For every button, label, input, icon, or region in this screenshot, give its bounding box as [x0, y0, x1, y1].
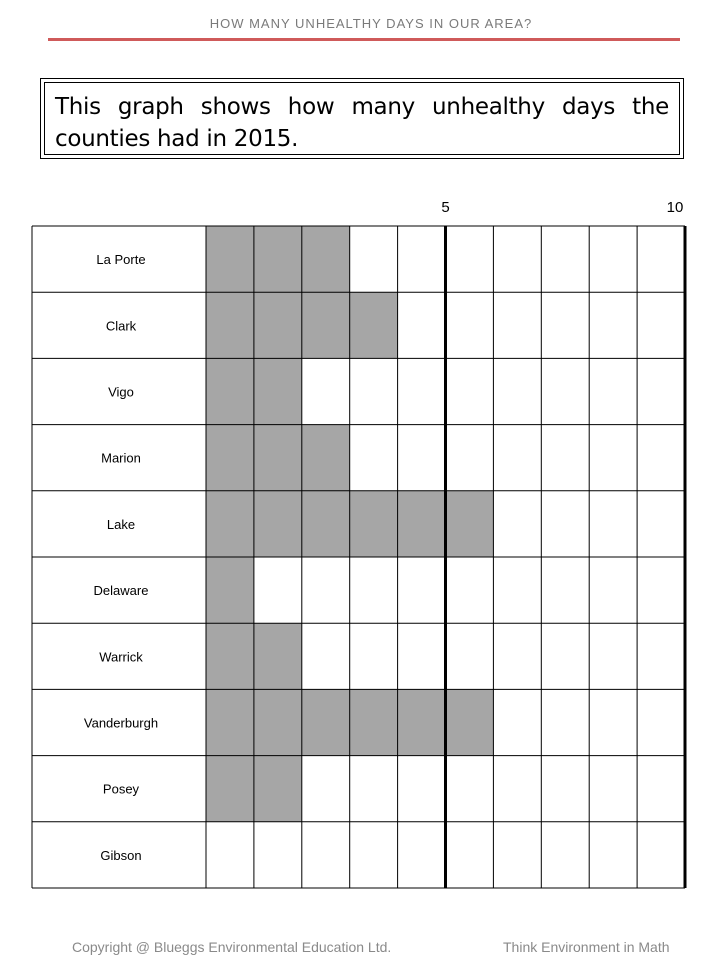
- footer-copyright: Copyright @ Blueggs Environmental Education Ltd.: [72, 939, 392, 955]
- bar-marion: [206, 425, 350, 491]
- category-label: Warrick: [99, 649, 143, 665]
- x-tick-label: 10: [666, 199, 684, 216]
- footer-tagline: Think Environment in Math: [503, 939, 670, 955]
- category-label: Marion: [101, 450, 141, 466]
- x-tick-label: 5: [441, 199, 450, 216]
- header-title: HOW MANY UNHEALTHY DAYS IN OUR AREA?: [209, 16, 533, 31]
- category-label: Gibson: [100, 847, 142, 863]
- category-label: Posey: [102, 781, 140, 797]
- category-label: Delaware: [93, 583, 149, 599]
- bar-la-porte: [206, 226, 350, 292]
- category-label: La Porte: [96, 252, 146, 268]
- category-label: Vigo: [108, 384, 134, 400]
- intro-text: This graph shows how many unhealthy days the counties had in 2015.: [44, 82, 680, 155]
- bar-delaware: [206, 557, 254, 623]
- category-label: Lake: [106, 516, 136, 532]
- category-label: Vanderburgh: [83, 715, 159, 731]
- category-label: Clark: [105, 318, 137, 334]
